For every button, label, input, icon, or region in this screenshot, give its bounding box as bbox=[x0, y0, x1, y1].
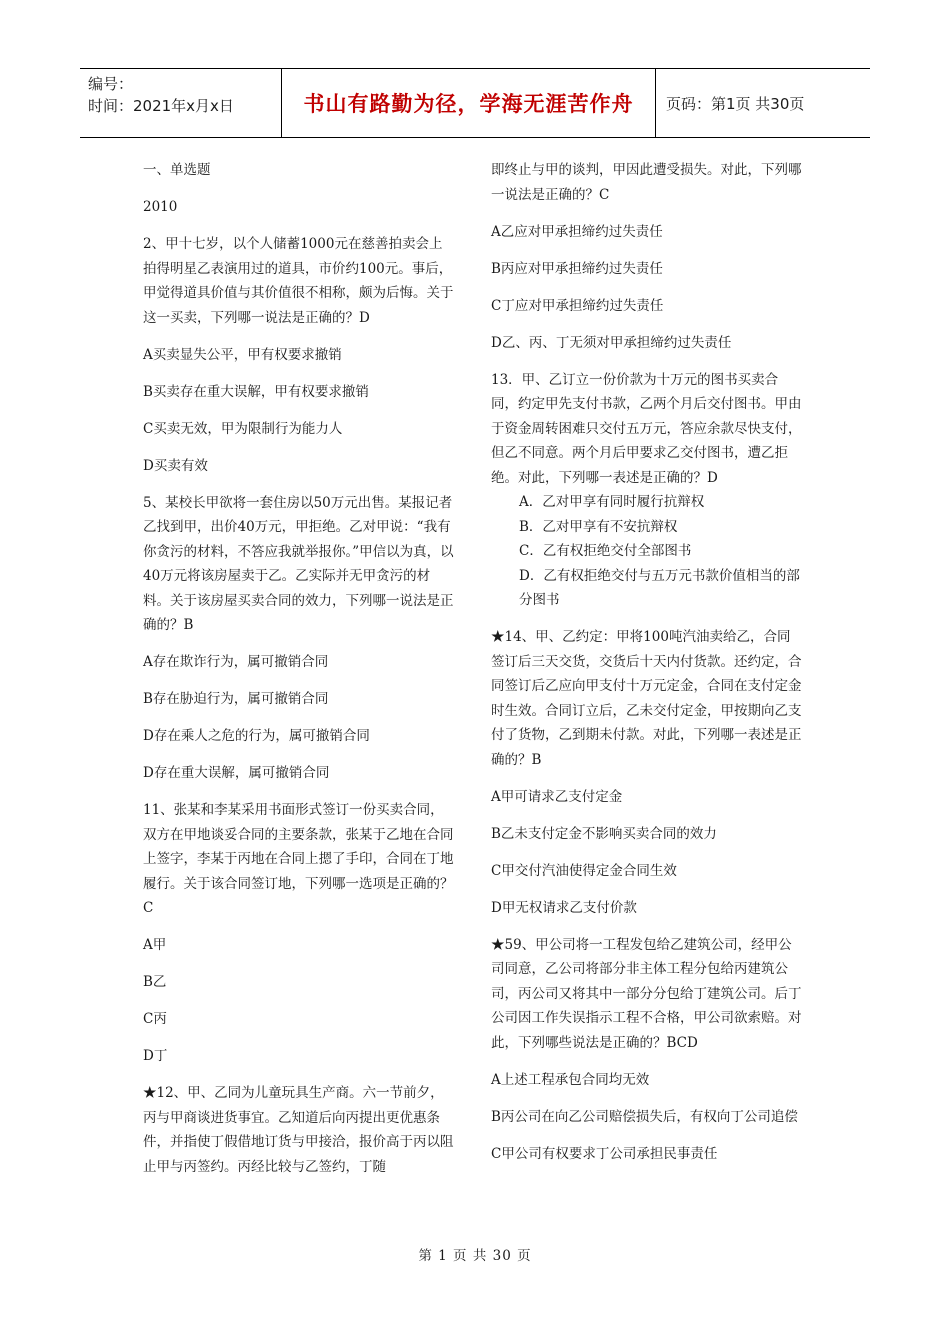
question-12-option-b: B丙应对甲承担缔约过失责任 bbox=[491, 260, 663, 277]
question-12-option-a: A乙应对甲承担缔约过失责任 bbox=[491, 223, 663, 240]
question-59-stem: ★59、甲公司将一工程发包给乙建筑公司，经甲公司同意，乙公司将部分非主体工程分包给丙建筑公司，丙公司又将其中一部分分包给丁建筑公司。后丁公司因工作失误指示工程不合格，甲公司欲索赔。对此，下列哪些说法是正确的？BCD bbox=[491, 936, 802, 1051]
question-2-option-b: B买卖存在重大误解，甲有权要求撤销 bbox=[143, 383, 369, 400]
motto-text: 书山有路勤为径，学海无涯苦作舟 bbox=[303, 92, 634, 116]
question-12-stem-rest: 即终止与甲的谈判，甲因此遭受损失。对此，下列哪一说法是正确的？C bbox=[491, 162, 802, 203]
page-info: 页码：第1页 共30页 bbox=[666, 94, 805, 113]
question-12-option-d: D乙、丙、丁无须对甲承担缔约过失责任 bbox=[491, 334, 732, 351]
question-2-option-a: A买卖显失公平，甲有权要求撤销 bbox=[143, 346, 342, 363]
section-title: 一、单选题 bbox=[143, 162, 211, 178]
right-column bbox=[491, 158, 803, 1179]
question-5-stem: 5、某校长甲欲将一套住房以50万元出售。某报记者乙找到甲，出价40万元，甲拒绝。乙对甲说：“我有你贪污的材料，不答应我就举报你。”甲信以为真，以40万元将该房屋卖于乙。乙实际并无甲贪污的材料。关于该房屋买卖合同的效力，下列哪一说法是正确的？B bbox=[143, 494, 454, 633]
year-label: 2010 bbox=[143, 199, 178, 215]
header-motto-cell bbox=[282, 69, 656, 137]
page-header bbox=[80, 68, 870, 138]
question-12-option-c: C丁应对甲承担缔约过失责任 bbox=[491, 297, 664, 314]
question-13-stem: 13．甲、乙订立一份价款为十万元的图书买卖合同，约定甲先支付书款，乙两个月后交付图书。甲由于资金周转困难只交付五万元，答应余款尽快支付，但乙不同意。两个月后甲要求乙交付图书，遭乙拒绝。对此，下列哪一表述是正确的？D bbox=[491, 371, 802, 486]
question-59-option-b: B丙公司在向乙公司赔偿损失后，有权向丁公司追偿 bbox=[491, 1108, 798, 1125]
left-column bbox=[143, 158, 455, 1192]
question-14-option-c: C甲交付汽油使得定金合同生效 bbox=[491, 862, 677, 879]
question-12-stem-part: ★12、甲、乙同为儿童玩具生产商。六一节前夕，丙与甲商谈进货事宜。乙知道后向丙提出更优惠条件，并指使丁假借地订货与甲接洽，报价高于丙以阻止甲与丙签约。丙经比较与乙签约，丁随 bbox=[143, 1085, 454, 1175]
question-5-option-4: D存在重大误解，属可撤销合同 bbox=[143, 765, 330, 781]
header-meta bbox=[80, 69, 282, 137]
question-14-option-b: B乙未支付定金不影响买卖合同的效力 bbox=[491, 825, 717, 842]
question-13-option-c: C．乙有权拒绝交付全部图书 bbox=[519, 543, 692, 559]
question-13-option-b: B．乙对甲享有不安抗辩权 bbox=[519, 518, 678, 535]
question-11-stem: 11、张某和李某采用书面形式签订一份买卖合同，双方在甲地谈妥合同的主要条款，张某于乙地在合同上签字，李某于丙地在合同上摁了手印，合同在丁地履行。关于该合同签订地，下列哪一选项是正确的？C bbox=[143, 802, 454, 916]
question-13-option-d: D．乙有权拒绝交付与五万元书款价值相当的部分图书 bbox=[519, 567, 800, 608]
question-2-stem: 2、甲十七岁，以个人储蓄1000元在慈善拍卖会上拍得明星乙表演用过的道具，市价约100元。事后，甲觉得道具价值与其价值很不相称，颇为后悔。关于这一买卖，下列哪一说法是正确的？D bbox=[143, 236, 454, 326]
date-label: 时间：2021年x月x日 bbox=[88, 97, 234, 115]
question-11-option-d: D丁 bbox=[143, 1048, 168, 1064]
question-11-option-c: C丙 bbox=[143, 1011, 167, 1027]
question-2-option-c: C买卖无效，甲为限制行为能力人 bbox=[143, 420, 343, 437]
page-footer: 第 1 页 共 30 页 bbox=[418, 1248, 532, 1264]
question-11-option-a: A甲 bbox=[143, 937, 167, 953]
question-5-option-3: D存在乘人之危的行为，属可撤销合同 bbox=[143, 728, 370, 744]
question-11-option-b: B乙 bbox=[143, 974, 167, 990]
question-59-option-c: C甲公司有权要求丁公司承担民事责任 bbox=[491, 1145, 718, 1162]
question-13-option-a: A．乙对甲享有同时履行抗辩权 bbox=[519, 494, 705, 510]
question-5-option-1: A存在欺诈行为，属可撤销合同 bbox=[143, 654, 329, 670]
question-59-option-a: A上述工程承包合同均无效 bbox=[491, 1071, 650, 1088]
number-label: 编号： bbox=[88, 75, 134, 93]
question-14-stem: ★14、甲、乙约定：甲将100吨汽油卖给乙，合同签订后三天交货，交货后十天内付货款。还约定，合同签订后乙应向甲支付十万元定金，合同在支付定金时生效。合同订立后，乙未交付定金，甲按期向乙支付了货物，乙到期未付款。对此，下列哪一表述是正确的？B bbox=[491, 629, 802, 768]
question-14-option-a: A甲可请求乙支付定金 bbox=[491, 788, 623, 805]
question-14-option-d: D甲无权请求乙支付价款 bbox=[491, 899, 637, 916]
question-5-option-2: B存在胁迫行为，属可撤销合同 bbox=[143, 691, 329, 707]
question-2-option-d: D买卖有效 bbox=[143, 457, 208, 474]
